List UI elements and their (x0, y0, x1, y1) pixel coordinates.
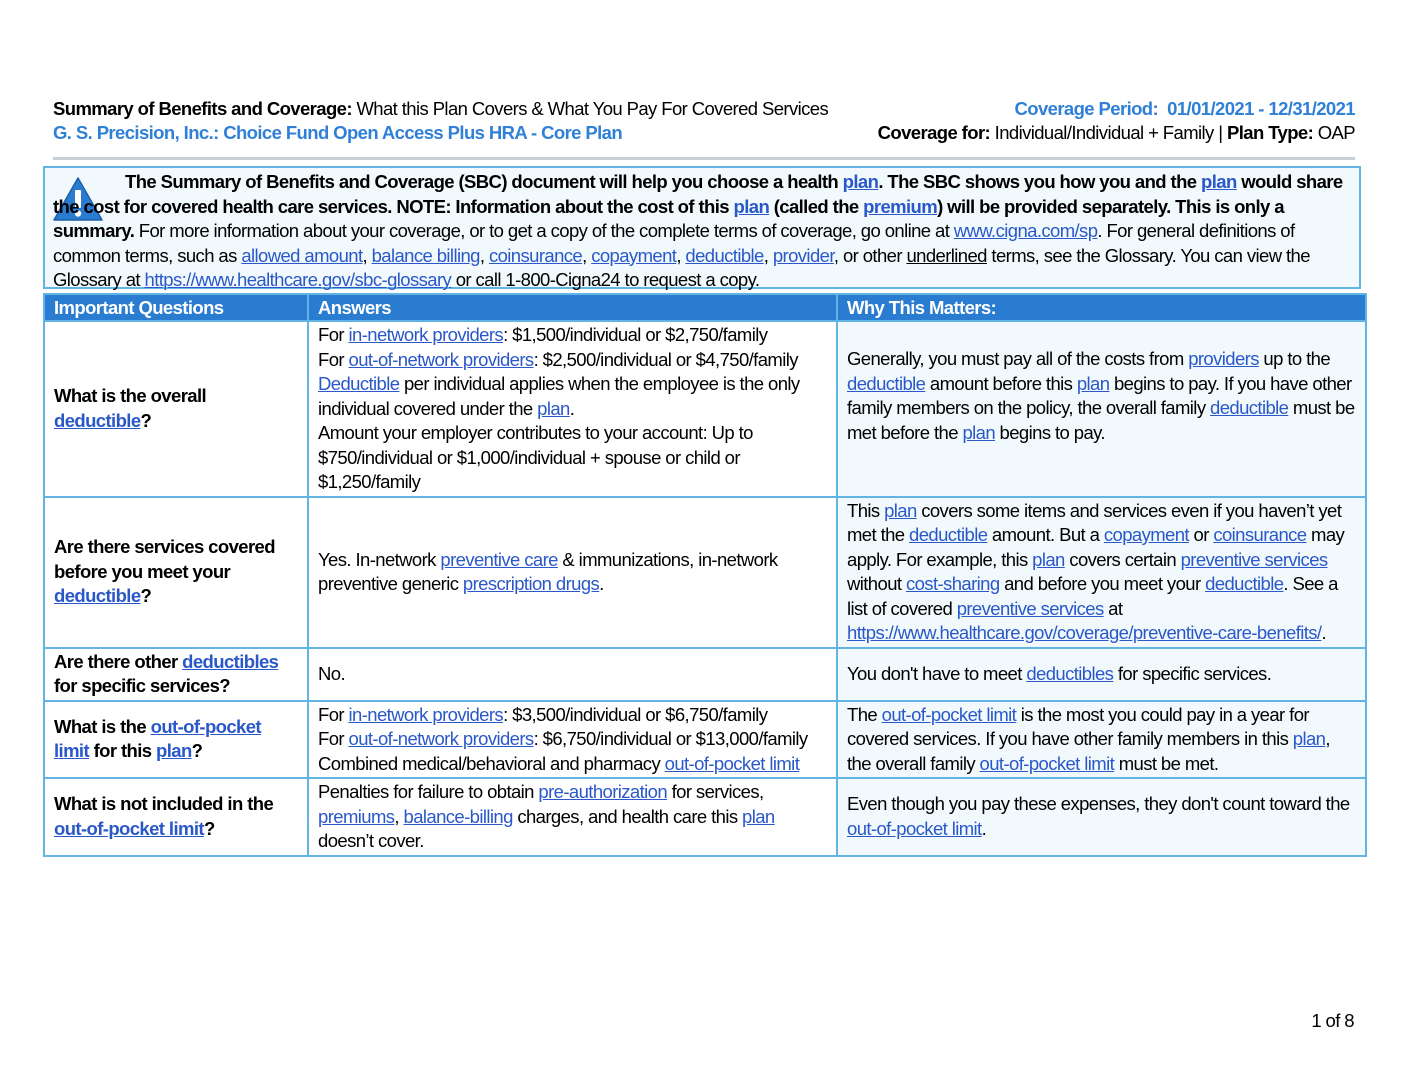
out-of-pocket-limit-link[interactable]: out-of-pocket limit (664, 752, 800, 774)
why-text: , the overall family (847, 728, 1330, 774)
answer-text: For (318, 703, 349, 725)
out-of-pocket-limit-link[interactable]: out-of-pocket limit (54, 817, 204, 839)
in-network-providers-link[interactable]: in-network providers (348, 324, 504, 345)
comma: , (362, 244, 372, 266)
coinsurance-link[interactable]: coinsurance (488, 244, 583, 266)
comma: , (676, 244, 686, 266)
why-text: The (847, 703, 882, 725)
providers-link[interactable]: providers (1188, 348, 1259, 370)
answer-text: . (569, 397, 575, 419)
question-text: What is the overall (54, 385, 207, 407)
premiums-link[interactable]: premiums (318, 805, 395, 827)
coverage-for-label: Coverage for: (877, 122, 991, 143)
answer-text: : $1,500/individual or $2,750/family (503, 324, 768, 345)
header-divider (53, 157, 1355, 160)
sbc-label: Summary of Benefits and Coverage: (53, 98, 352, 119)
why-text: must be met. (1114, 752, 1219, 774)
why-matters-cell (837, 701, 1366, 779)
why-text: covers certain (1064, 548, 1181, 570)
question-mark: ? (203, 817, 215, 839)
deductible-link[interactable]: deductible (54, 409, 141, 431)
answer-line (318, 348, 827, 373)
why-matters-cell (837, 497, 1366, 648)
notice-text-segment: For more information about your coverage, or to get a copy of the complete terms of coverage, go online at (134, 220, 954, 241)
why-text: . See a list of covered (847, 573, 1338, 619)
why-text: must be met before the (847, 397, 1355, 443)
plan-link[interactable]: plan (842, 171, 879, 192)
why-text: amount. But a (987, 524, 1104, 545)
cigna-url-link[interactable]: www.cigna.com/sp (953, 220, 1098, 241)
answer-text: , (394, 805, 404, 827)
question-text: Are there other (54, 650, 183, 672)
answer-text: For (318, 728, 349, 749)
notice-text-segment: ) will be provided separately. This is only a summary. (53, 195, 1284, 241)
out-of-network-providers-link[interactable]: out-of-network providers (348, 728, 534, 749)
balance-billing-link[interactable]: balance-billing (403, 805, 513, 827)
sbc-notice-box (43, 166, 1361, 289)
answer-text: For (318, 324, 349, 345)
answer-line: Amount your employer contributes to your account: Up to $750/individual or $1,000/individual + spouse or child or $1,250/family (318, 422, 753, 492)
why-text: for specific services. (1113, 662, 1272, 684)
sbc-description: What this Plan Covers & What You Pay For Covered Services (351, 98, 829, 119)
question-cell (44, 321, 308, 497)
question-text: for specific services? (54, 675, 231, 696)
notice-text-segment: The Summary of Benefits and Coverage (SBC) document will help you choose a health (125, 171, 843, 192)
answer-line (318, 752, 827, 777)
plan-link[interactable]: plan (1292, 728, 1326, 749)
answer-line (318, 727, 827, 752)
answer-text: per individual applies when the employee is the only individual covered under the (318, 373, 800, 419)
underlined-example: underlined (906, 244, 987, 266)
deductibles-link[interactable]: deductibles (182, 650, 279, 672)
deductible-link[interactable]: deductible (909, 524, 988, 545)
preventive-services-link[interactable]: preventive services (956, 597, 1104, 619)
why-text: without (847, 573, 906, 594)
preventive-benefits-url-link[interactable]: https://www.healthcare.gov/coverage/preventive-care-benefits/ (847, 622, 1322, 643)
header-why-this-matters: Why This Matters: (837, 294, 1366, 321)
table-row (44, 701, 1366, 779)
out-of-pocket-limit-link[interactable]: out-of-pocket limit (979, 752, 1115, 774)
answer-text: for services, (667, 781, 764, 802)
answer-text: charges, and health care this (512, 805, 743, 827)
preventive-services-link[interactable]: preventive services (1180, 548, 1328, 570)
why-text: begins to pay. (995, 421, 1105, 443)
plan-name: G. S. Precision, Inc.: Choice Fund Open Access Plus HRA - Core Plan (53, 122, 623, 143)
provider-link[interactable]: provider (772, 244, 834, 266)
plan-type-label: Plan Type: (1226, 122, 1314, 143)
prescription-drugs-link[interactable]: prescription drugs (462, 573, 600, 594)
answer-line (318, 323, 827, 348)
why-text: at (1103, 597, 1123, 619)
notice-text-segment: terms, see the Glossary. You can view the Glossary at (53, 244, 1310, 290)
question-cell (44, 497, 308, 648)
comma: , (479, 244, 489, 266)
out-of-network-providers-link[interactable]: out-of-network providers (348, 348, 534, 370)
question-text: Are there services covered before you meet your (54, 536, 275, 582)
notice-text-segment: , or other (833, 244, 907, 266)
glossary-url-link[interactable]: https://www.healthcare.gov/sbc-glossary (144, 269, 452, 290)
answer-text: : $2,500/individual or $4,750/family (533, 348, 798, 370)
why-text: . (981, 817, 987, 839)
cost-sharing-link[interactable]: cost-sharing (905, 573, 1000, 594)
separator: | (1213, 122, 1227, 143)
benefits-table (43, 293, 1367, 857)
deductible-link[interactable]: deductible (847, 372, 926, 394)
question-text: for this (89, 740, 157, 762)
answer-cell (308, 778, 837, 856)
deductible-link[interactable]: deductible (54, 585, 141, 607)
why-text: You don't have to meet (847, 662, 1027, 684)
answer-cell: No. (308, 648, 837, 701)
deductible-link[interactable]: deductible (685, 244, 764, 266)
coverage-period-label: Coverage Period: (1014, 98, 1159, 119)
notice-text-segment: (called the (769, 195, 864, 217)
question-cell (44, 648, 308, 701)
answer-text: & immunizations, in-network preventive generic (318, 548, 778, 594)
question-text: What is the (54, 715, 151, 737)
notice-text-segment: . For general definitions of common terms, such as (53, 220, 1295, 266)
coverage-for-value: Individual/Individual + Family (994, 122, 1214, 143)
plan-link[interactable]: plan (742, 805, 775, 827)
coverage-info (878, 121, 1355, 145)
answer-cell (308, 321, 837, 497)
copayment-link[interactable]: copayment (1103, 524, 1189, 545)
answer-cell (308, 497, 837, 648)
header-important-questions: Important Questions (44, 294, 308, 321)
why-matters-cell (837, 778, 1366, 856)
question-cell (44, 701, 308, 779)
comma: , (763, 244, 773, 266)
why-text: . (1321, 622, 1327, 643)
balance-billing-link[interactable]: balance billing (371, 244, 480, 266)
answer-text: doesn’t cover. (318, 830, 424, 851)
why-text: up to the (1258, 348, 1331, 370)
answer-cell (308, 701, 837, 779)
answer-text: : $3,500/individual or $6,750/family (503, 703, 768, 725)
deductible-link[interactable]: deductible (1205, 573, 1284, 594)
why-text: or (1188, 524, 1214, 545)
table-row (44, 778, 1366, 856)
coinsurance-link[interactable]: coinsurance (1213, 524, 1307, 545)
comma: , (582, 244, 592, 266)
answer-line (318, 703, 827, 728)
copayment-link[interactable]: copayment (591, 244, 677, 266)
plan-link[interactable]: plan (1076, 372, 1110, 394)
preventive-care-link[interactable]: preventive care (440, 548, 558, 570)
plan-link[interactable]: plan (1201, 171, 1237, 192)
table-row (44, 321, 1366, 497)
notice-text-segment: . The SBC shows you how you and the (878, 171, 1202, 192)
notice-text-segment: or call 1-800-Cigna24 to request a copy. (451, 269, 760, 290)
table-row (44, 497, 1366, 648)
coverage-period (1014, 97, 1355, 121)
coverage-period-value: 01/01/2021 - 12/31/2021 (1167, 98, 1355, 119)
sbc-title (53, 97, 828, 121)
question-mark: ? (140, 585, 152, 607)
question-cell (44, 778, 308, 856)
answer-text: For (318, 348, 349, 370)
plan-type-value: OAP (1317, 122, 1355, 143)
why-text: Even though you pay these expenses, they don't count toward the (847, 793, 1350, 815)
why-text: covers some items and services even if you haven’t yet met the (847, 499, 1342, 545)
deductible-link[interactable]: deductible (1210, 397, 1289, 419)
plan-link[interactable]: plan (537, 397, 570, 419)
page-number: 1 of 8 (1311, 1010, 1354, 1031)
why-text: is the most you could pay in a year for covered services. If you have other family members in this (847, 703, 1309, 749)
notice-text-segment: would share the cost for covered health care services. NOTE: Information about the cost of this (53, 171, 1343, 217)
deductibles-link[interactable]: deductibles (1026, 662, 1114, 684)
question-mark: ? (140, 409, 152, 431)
table-header-row (44, 294, 1366, 321)
out-of-pocket-limit-link[interactable]: out-of-pocket limit (881, 703, 1017, 725)
notice-text (53, 170, 1353, 293)
answer-text: : $6,750/individual or $13,000/family (533, 728, 808, 749)
answer-text: Combined medical/behavioral and pharmacy (318, 752, 665, 774)
why-text: Generally, you must pay all of the costs from (847, 348, 1189, 370)
header-answers: Answers (308, 294, 837, 321)
out-of-pocket-limit-link[interactable]: out-of-pocket limit (847, 817, 982, 839)
in-network-providers-link[interactable]: in-network providers (348, 703, 504, 725)
allowed-amount-link[interactable]: allowed amount (241, 244, 363, 266)
answer-line (318, 372, 827, 421)
answer-text: Yes. In-network (318, 548, 441, 570)
document-header (53, 97, 1355, 145)
why-text: and before you meet your (999, 573, 1206, 594)
why-matters-cell (837, 648, 1366, 701)
pre-authorization-link[interactable]: pre-authorization (538, 781, 668, 802)
why-text: amount before this (925, 372, 1077, 394)
deductible-link[interactable]: Deductible (318, 373, 400, 394)
question-mark: ? (191, 740, 203, 762)
why-matters-cell (837, 321, 1366, 497)
answer-text: Penalties for failure to obtain (318, 781, 539, 802)
why-text: This (847, 499, 885, 521)
plan-link[interactable]: plan (156, 740, 192, 762)
table-row (44, 648, 1366, 701)
plan-link[interactable]: plan (884, 499, 917, 521)
answer-text: . (599, 573, 604, 594)
out-of-pocket-limit-link[interactable]: out-of-pocket limit (54, 715, 261, 762)
plan-link[interactable]: plan (733, 195, 770, 217)
premium-link[interactable]: premium (863, 195, 938, 217)
why-text: may apply. For example, this (847, 524, 1345, 570)
question-text: What is not included in the (54, 793, 274, 815)
why-text: begins to pay. If you have other family members on the policy, the overall family (847, 372, 1352, 419)
plan-link[interactable]: plan (962, 421, 996, 443)
plan-link[interactable]: plan (1032, 548, 1065, 570)
